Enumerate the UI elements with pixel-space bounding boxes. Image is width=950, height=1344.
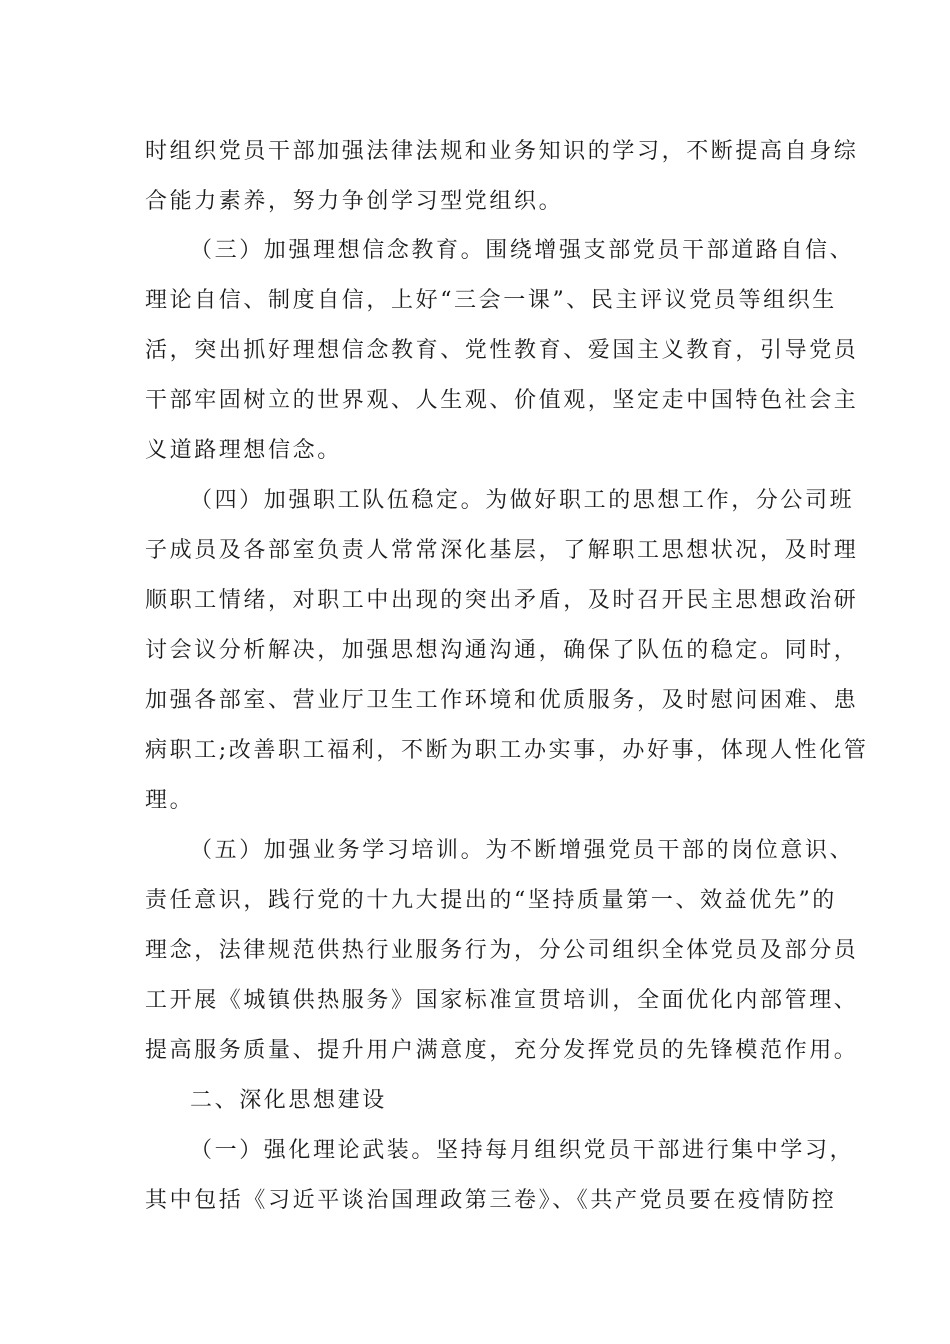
paragraph-heading: （一）强化理论武装。坚持每月组织党员干部进行集中学习， xyxy=(190,1138,855,1163)
text-line: 理念，法律规范供热行业服务行为，分公司组织全体党员及部分员 xyxy=(145,938,859,963)
paragraph-heading: （四）加强职工队伍稳定。为做好职工的思想工作，分公司班 xyxy=(190,488,855,513)
text-line: 加强各部室、营业厅卫生工作环境和优质服务，及时慰问困难、患 xyxy=(145,688,859,713)
text-line: 工开展《城镇供热服务》国家标准宣贯培训，全面优化内部管理、 xyxy=(145,988,859,1013)
text-line: 干部牢固树立的世界观、人生观、价值观，坚定走中国特色社会主 xyxy=(145,388,859,413)
text-line: 理论自信、制度自信，上好“三会一课”、民主评议党员等组织生 xyxy=(145,288,837,313)
text-line: 理。 xyxy=(145,788,195,813)
text-line: 义道路理想信念。 xyxy=(145,438,342,463)
text-line: 其中包括《习近平谈治国理政第三卷》、《共产党员要在疫情防控 xyxy=(145,1188,837,1213)
paragraph-heading: （三）加强理想信念教育。围绕增强支部党员干部道路自信、 xyxy=(190,238,855,263)
text-line: 顺职工情绪，对职工中出现的突出矛盾，及时召开民主思想政治研 xyxy=(145,588,859,613)
section-heading: 二、深化思想建设 xyxy=(190,1088,387,1113)
text-line: 时组织党员干部加强法律法规和业务知识的学习，不断提高自身综 xyxy=(145,139,859,164)
text-line: 病职工;改善职工福利，不断为职工办实事，办好事，体现人性化管 xyxy=(145,738,869,763)
paragraph-heading: （五）加强业务学习培训。为不断增强党员干部的岗位意识、 xyxy=(190,838,855,863)
text-line: 讨会议分析解决，加强思想沟通沟通，确保了队伍的稳定。同时， xyxy=(145,638,859,663)
text-line: 提高服务质量、提升用户满意度，充分发挥党员的先锋模范作用。 xyxy=(145,1038,859,1063)
text-line: 合能力素养，努力争创学习型党组织。 xyxy=(145,189,564,214)
text-line: 活，突出抓好理想信念教育、党性教育、爱国主义教育，引导党员 xyxy=(145,338,859,363)
text-line: 责任意识，践行党的十九大提出的“坚持质量第一、效益优先”的 xyxy=(145,888,837,913)
text-line: 子成员及各部室负责人常常深化基层，了解职工思想状况，及时理 xyxy=(145,538,859,563)
